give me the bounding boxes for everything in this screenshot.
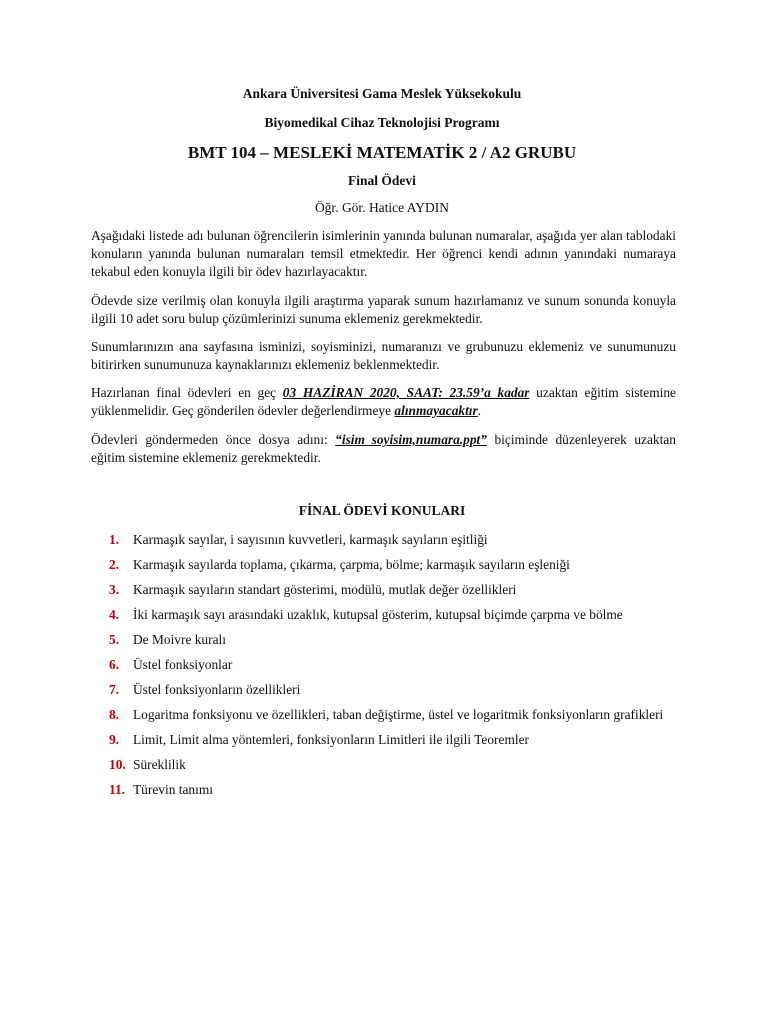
deadline-text-end: . [477,403,482,418]
cover-page-paragraph: Sunumlarınızın ana sayfasına isminizi, soyisminizi, numaranızı ve grubunuzu eklemeniz ve sunumunuzu bitirirken sunumunuza kaynaklarınızı eklemeniz beklenmektedir. [91,339,676,372]
list-item-number: 4. [109,607,120,622]
list-item [91,527,676,552]
list-item-text: Karmaşık sayılar, i sayısının kuvvetleri, karmaşık sayıların eşitliği [133,532,488,547]
list-item-number: 2. [109,557,120,572]
list-item [91,627,676,652]
deadline-paragraph [91,384,676,420]
list-item-number: 7. [109,682,120,697]
list-item-number: 5. [109,632,120,647]
list-item-text: De Moivre kuralı [133,632,226,647]
list-item [91,677,676,702]
list-item-text: Üstel fonksiyonlar [133,657,233,672]
list-item-number: 3. [109,582,120,597]
list-item [91,552,676,577]
list-item-text: Türevin tanımı [133,782,213,797]
intro-paragraph: Aşağıdaki listede adı bulunan öğrencilerin isimlerinin yanında bulunan numaralar, aşağıda yer alan tablodaki konuların yanında bulunan numaraları temsil etmektedir. Her öğrenci kendi adının yanındaki numaraya tekabul eden konuyla ilgili bir ödev hazırlayacaktır. [91,228,676,279]
list-item [91,602,676,627]
list-item-text: Karmaşık sayıların standart gösterimi, modülü, mutlak değer özellikleri [133,582,517,597]
late-warning: alınmayacaktır [394,403,478,418]
filename-text-start: Ödevleri göndermeden önce dosya adını: [91,432,336,447]
list-item-text: Logaritma fonksiyonu ve özellikleri, taban değiştirme, üstel ve logaritmik fonksiyonların grafikleri [133,707,664,722]
instructions-paragraph: Ödevde size verilmiş olan konuyla ilgili araştırma yaparak sunum hazırlamanız ve sunum sonunda konuyla ilgili 10 adet soru bulup çözümlerinizi sunuma eklemeniz gerekmektedir. [91,293,676,326]
list-item-text: Süreklilik [133,757,186,772]
deadline-text-start: Hazırlanan final ödevleri en geç [91,385,283,400]
list-item [91,577,676,602]
list-item-text: Limit, Limit alma yöntemleri, fonksiyonların Limitleri ile ilgili Teoremler [133,732,529,747]
list-item-number: 11. [109,782,125,797]
list-item-text: Üstel fonksiyonların özellikleri [133,682,301,697]
list-item-text: İki karmaşık sayı arasındaki uzaklık, kutupsal gösterim, kutupsal biçimde çarpma ve bölme [133,607,623,622]
list-item-number: 1. [109,532,120,547]
list-item-number: 10. [109,757,126,772]
filename-text-end: biçiminde düzenleyerek uzaktan eğitim sistemine eklemeniz gerekmektedir. [91,432,676,465]
filename-format: “isim_soyisim,numara.ppt” [335,432,487,447]
list-item [91,702,676,727]
topics-list [91,527,676,802]
list-item-number: 9. [109,732,120,747]
institution-title: Ankara Üniversitesi Gama Meslek Yüksekokulu [242,86,522,101]
assignment-title: Final Ödevi [348,173,416,188]
list-item [91,777,676,802]
instructor-name: Öğr. Gör. Hatice AYDIN [314,200,450,215]
list-item [91,727,676,752]
list-item-number: 6. [109,657,120,672]
list-item [91,652,676,677]
deadline-date: 03 HAZİRAN 2020, SAAT: 23.59’a kadar [282,385,530,400]
course-title: BMT 104 – MESLEKİ MATEMATİK 2 / A2 GRUBU [187,143,577,162]
list-item-text: Karmaşık sayılarda toplama, çıkarma, çarpma, bölme; karmaşık sayıların eşleniği [133,557,570,572]
filename-paragraph [91,431,676,467]
list-item-number: 8. [109,707,120,722]
program-title: Biyomedikal Cihaz Teknolojisi Programı [264,115,500,130]
list-item [91,752,676,777]
topics-heading: FİNAL ÖDEVİ KONULARI [298,503,466,518]
deadline-text-middle: uzaktan eğitim sistemine yüklenmelidir. Geç gönderilen ödevler değerlendirmeye [91,385,676,418]
